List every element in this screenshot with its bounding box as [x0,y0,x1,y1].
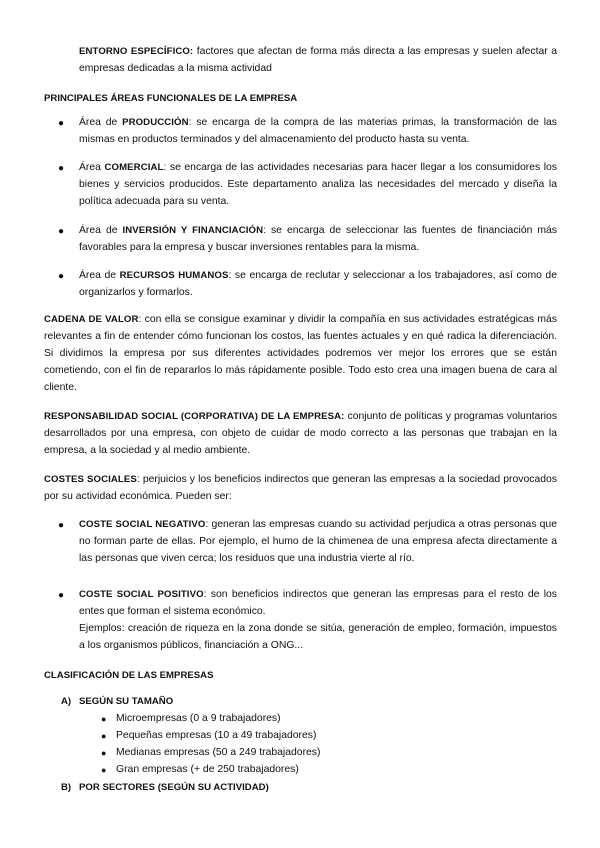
bullet-icon: ● [58,271,65,282]
area-recursos-item [79,267,557,301]
area-term: PRODUCCIÓN [122,117,189,128]
costes-text: : perjuicios y los beneficios indirectos que generan las empresas a la sociedad provocados por su actividad económica. Pueden ser: [44,474,557,502]
responsabilidad-text: conjunto de políticas y programas voluntarios desarrollados por una empresa, con objeto de cuidar de modo correcto a las personas que trabajan en la empresa, a la sociedad y al medio ambiente. [44,411,558,456]
coste-negativo-item [79,516,557,567]
area-text: : se encarga de la compra de las materias primas, la transformación de las mismas en productos terminados y del almacenamiento del producto hasta su venta. [79,117,557,145]
areas-heading: PRINCIPALES ÁREAS FUNCIONALES DE LA EMPRESA [44,93,298,104]
cadena-text: : con ella se consigue examinar y dividir la compañía en sus actividades estratégicas más relevantes a fin de entender cómo funcionan los costos, las fuentes actuales y en qué radica la diferenciación. Si dividimos la empresa por sus diferentes actividades podremos ver mejor los errores que se están cometiendo, con el fin de repararlos lo más rápidamente posible. Todo esto crea una imagen buena de cara al cliente. [44,314,557,393]
bullet-icon: ● [101,714,107,724]
bullet-icon: ● [58,226,65,237]
costes-term: COSTES SOCIALES [44,474,137,485]
area-prefix: Área [79,162,105,173]
bullet-icon: ● [58,163,65,174]
entorno-term: ENTORNO ESPECÍFICO: [79,46,194,57]
coste-term: COSTE SOCIAL NEGATIVO [79,519,206,530]
size-item: Medianas empresas (50 a 249 trabajadores) [116,747,321,758]
area-term: RECURSOS HUMANOS [119,270,229,281]
area-text: : se encarga de seleccionar las fuentes de financiación más favorables para la empresa y buscar inversiones rentables para la misma. [79,225,558,253]
size-item: Microempresas (0 a 9 trabajadores) [116,713,281,724]
area-prefix: Área de [79,270,120,281]
coste-ejemplos: Ejemplos: creación de riqueza en la zona donde se sitúa, generación de empleo, formación, impuestos a los organismos públicos, financiación a ONG... [79,623,557,651]
size-item: Pequeñas empresas (10 a 49 trabajadores) [116,730,317,741]
bullet-icon: ● [101,731,107,741]
clasificacion-heading: CLASIFICACIÓN DE LAS EMPRESAS [44,670,214,681]
entorno-text: factores que afectan de forma más directa a las empresas y suelen afectar a empresas dedicadas a la misma actividad [79,46,557,74]
area-term: INVERSIÓN Y FINANCIACIÓN [122,225,264,236]
section-a-label: A) [61,696,72,707]
area-produccion-item [79,114,557,148]
coste-positivo-item [79,586,557,654]
bullet-icon: ● [58,590,65,601]
responsabilidad-term: RESPONSABILIDAD SOCIAL (CORPORATIVA) DE LA EMPRESA: [44,411,345,422]
bullet-icon: ● [101,748,107,758]
size-item: Gran empresas (+ de 250 trabajadores) [116,764,299,775]
entorno-especifico-paragraph [79,43,557,77]
area-prefix: Área de [79,225,123,236]
coste-term: COSTE SOCIAL POSITIVO [79,589,204,600]
area-text: : se encarga de reclutar y seleccionar a los trabajadores, así como de organizarlos y formarlos. [79,270,557,298]
cadena-valor-paragraph [44,311,557,396]
cadena-term: CADENA DE VALOR [44,314,139,325]
bullet-icon: ● [101,765,107,775]
responsabilidad-paragraph [44,408,557,459]
area-comercial-item [79,159,557,210]
section-b-title: POR SECTORES (SEGÚN SU ACTIVIDAD) [79,782,269,793]
costes-sociales-paragraph [44,471,557,505]
bullet-icon: ● [58,118,65,129]
area-prefix: Área de [79,117,123,128]
coste-text: : generan las empresas cuando su actividad perjudica a otras personas que no forman parte de ellas. Por ejemplo, el humo de la chimenea de una empresa afecta directamente a las personas que viven cerca; los residuos que una industria vierte al río. [79,519,557,564]
area-term: COMERCIAL [104,162,164,173]
coste-text: : son beneficios indirectos que generan las empresas para el resto de los entes que forman el sistema económico. [79,589,557,617]
area-inversion-item [79,222,557,256]
section-a-title: SEGÚN SU TAMAÑO [79,696,174,707]
area-text: : se encarga de las actividades necesarias para hacer llegar a los consumidores los bienes y servicios producidos. Este departamento analiza las necesidades del mercado y diseña la política adecuada para su venta. [79,162,557,207]
bullet-icon: ● [58,520,65,531]
section-b-label: B) [61,782,72,793]
